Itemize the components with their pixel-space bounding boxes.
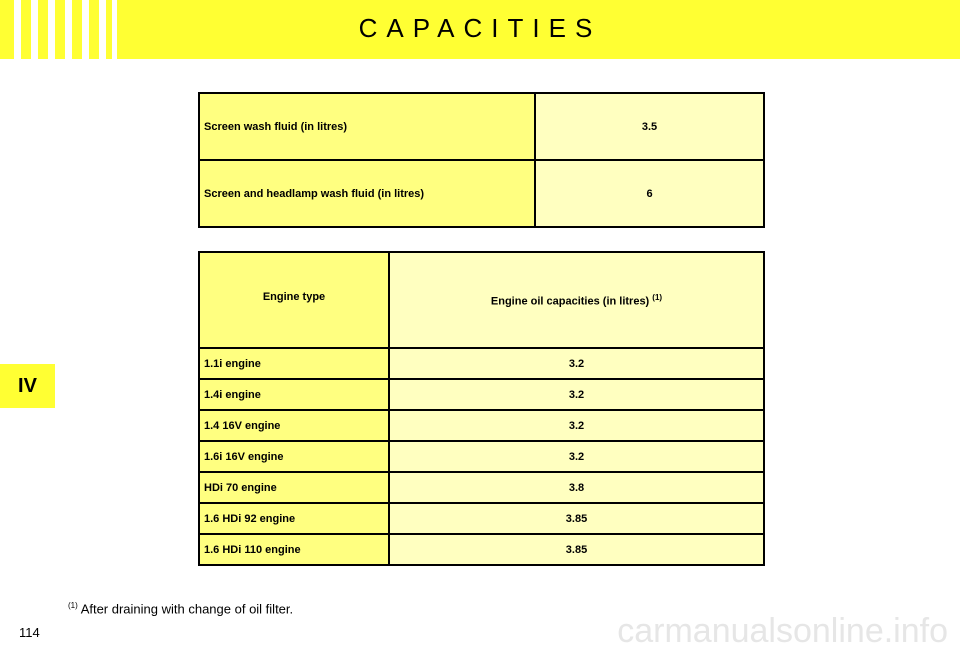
table-row <box>199 379 764 410</box>
footnote-text: After draining with change of oil filter. <box>80 601 294 617</box>
table-row <box>199 160 764 227</box>
oil-value: 3.85 <box>389 503 764 534</box>
table-row <box>199 410 764 441</box>
engine-label: 1.6 HDi 110 engine <box>199 534 389 565</box>
oil-value: 3.2 <box>389 379 764 410</box>
table-row <box>199 93 764 160</box>
wash-fluid-table <box>198 92 765 228</box>
engine-label: 1.4i engine <box>199 379 389 410</box>
table-row <box>199 348 764 379</box>
table-header-row <box>199 252 764 348</box>
engine-label: 1.6i 16V engine <box>199 441 389 472</box>
header-oil-capacity-text: Engine oil capacities (in litres) <box>490 295 650 308</box>
row-label: Screen and headlamp wash fluid (in litres) <box>199 160 535 227</box>
page-number: 114 <box>19 625 40 640</box>
table-row <box>199 472 764 503</box>
page-title: CAPACITIES <box>358 13 602 43</box>
engine-oil-table <box>198 251 765 566</box>
footnote-marker: (1) <box>68 601 78 610</box>
section-tab: IV <box>0 364 55 408</box>
table-row <box>199 441 764 472</box>
footnote <box>68 601 293 616</box>
footnote-marker: (1) <box>652 292 663 302</box>
oil-value: 3.85 <box>389 534 764 565</box>
oil-value: 3.2 <box>389 410 764 441</box>
header-oil-capacity <box>389 252 764 348</box>
oil-value: 3.2 <box>389 348 764 379</box>
header-engine-type: Engine type <box>199 252 389 348</box>
engine-label: 1.1i engine <box>199 348 389 379</box>
engine-label: 1.4 16V engine <box>199 410 389 441</box>
oil-value: 3.2 <box>389 441 764 472</box>
header-bar <box>0 0 960 59</box>
engine-label: HDi 70 engine <box>199 472 389 503</box>
row-value: 3.5 <box>535 93 764 160</box>
watermark: carmanualsonline.info <box>617 612 948 650</box>
row-label: Screen wash fluid (in litres) <box>199 93 535 160</box>
oil-value: 3.8 <box>389 472 764 503</box>
row-value: 6 <box>535 160 764 227</box>
engine-label: 1.6 HDi 92 engine <box>199 503 389 534</box>
table-row <box>199 534 764 565</box>
table-row <box>199 503 764 534</box>
